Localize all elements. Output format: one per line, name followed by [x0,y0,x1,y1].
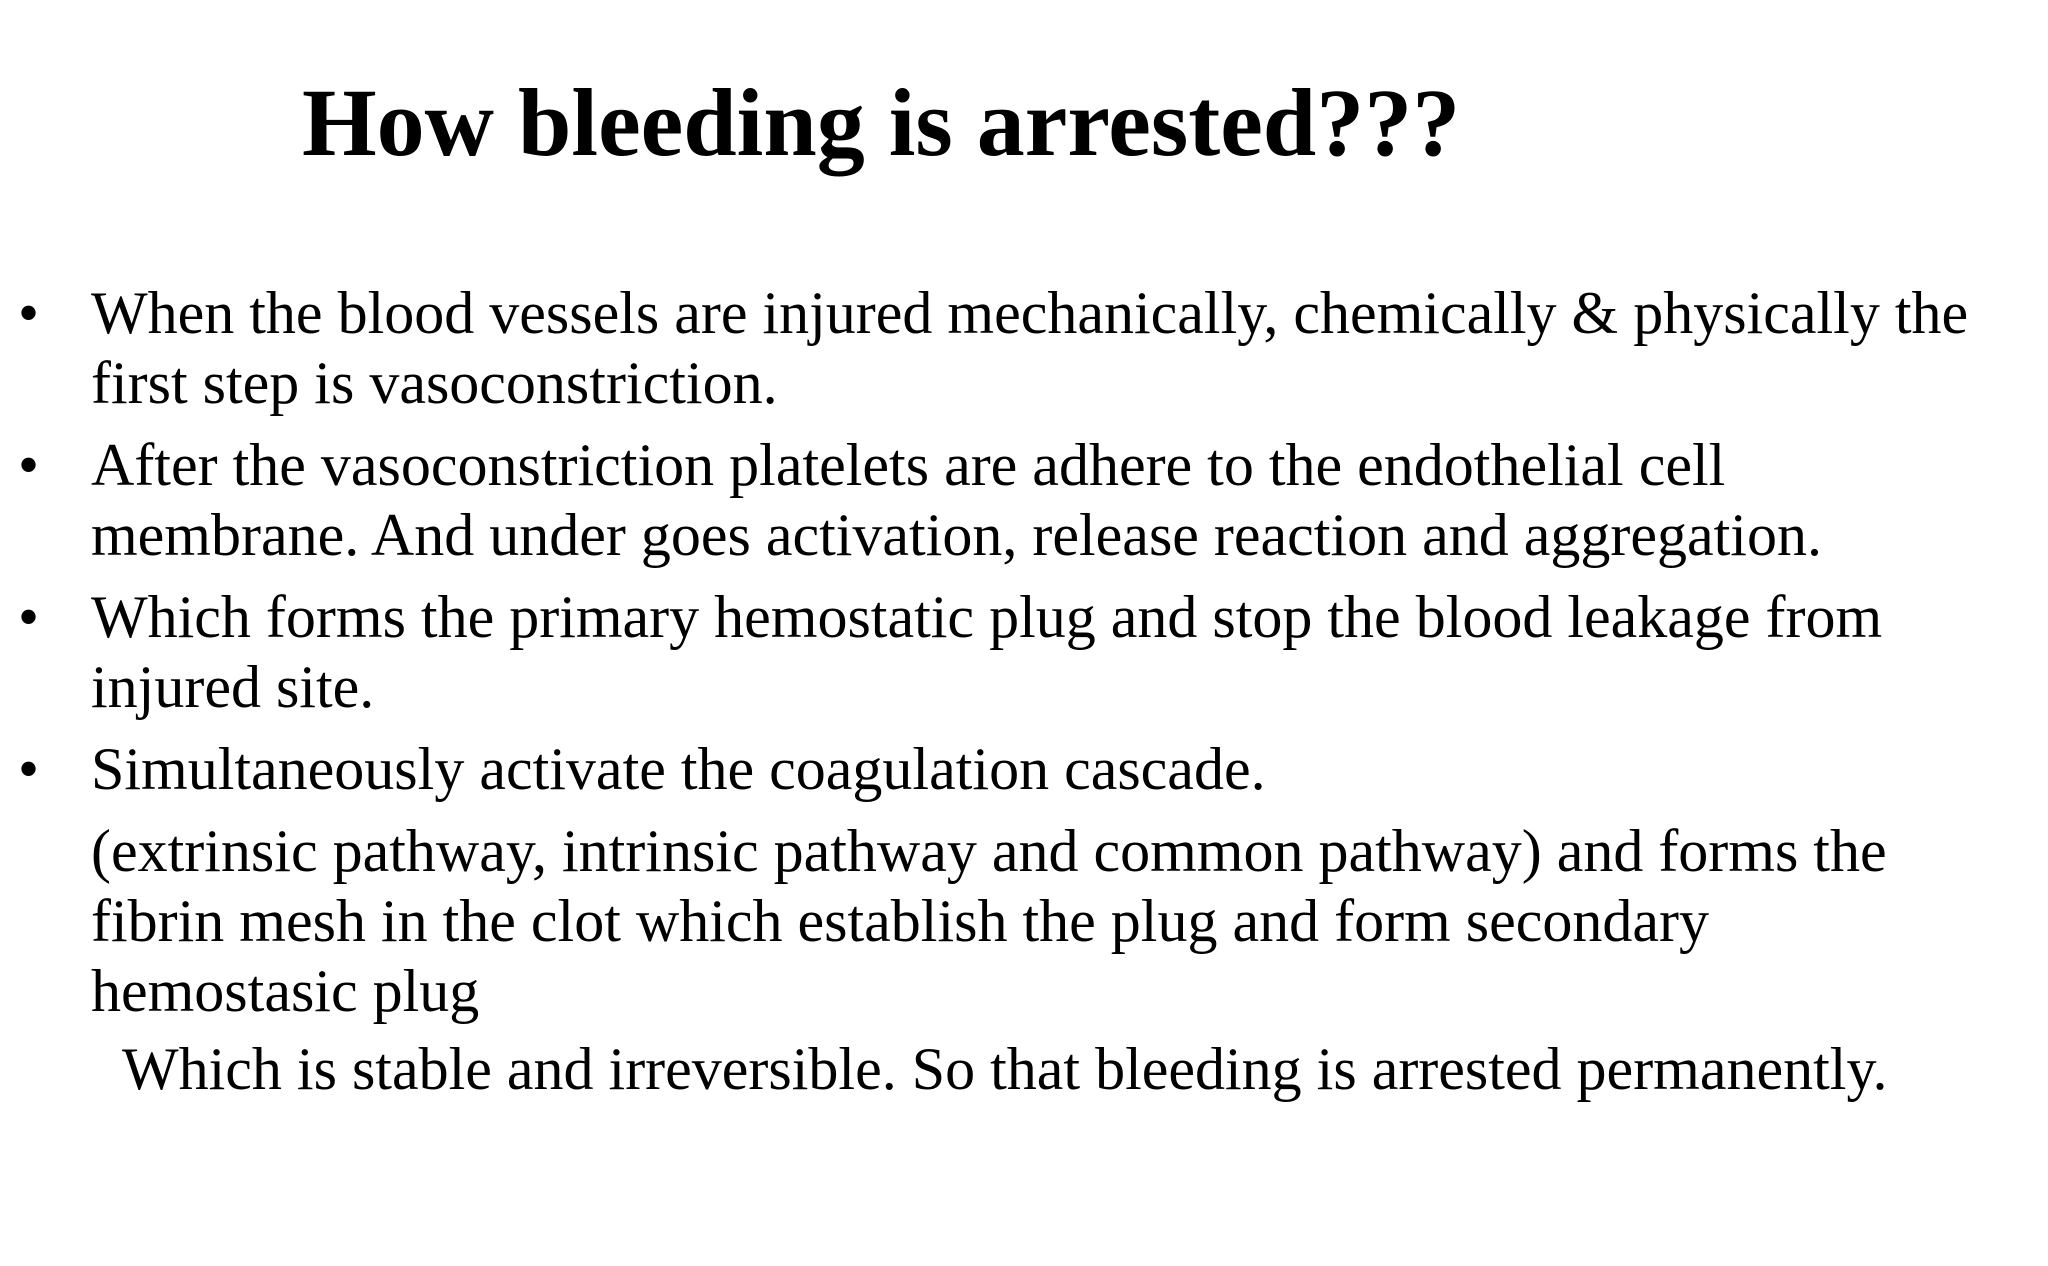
bullet-text-line: Which forms the primary hemostatic plug and stop the blood leakage from [91,584,1883,650]
bullet-item-platelets [0,430,2040,570]
bullet-text-line: Simultaneously activate the coagulation cascade. [91,736,1266,802]
paragraph-line: fibrin mesh in the clot which establish the plug and form secondary [91,888,1709,954]
bullet-text-line: first step is vasoconstriction. [91,350,778,416]
bullet-icon: • [18,280,40,346]
bullet-text-line: injured site. [91,654,375,720]
bullet-icon: • [18,584,40,650]
bullet-item-vasoconstriction [0,278,2040,418]
bullet-icon: • [18,736,40,802]
bullet-text-line: After the vasoconstriction platelets are adhere to the endothelial cell [91,432,1726,498]
bullet-item-primary-plug [0,582,2040,722]
bullet-icon: • [18,432,40,498]
paragraph-line: hemostasic plug [91,958,480,1024]
closing-statement: Which is stable and irreversible. So that bleeding is arrested permanently. [122,1036,1888,1102]
bullet-item-coagulation [0,734,2040,804]
bullet-text-line: membrane. And under goes activation, release reaction and aggregation. [91,502,1822,568]
paragraph-line: (extrinsic pathway, intrinsic pathway and common pathway) and forms the [91,818,1887,884]
continuation-paragraph [0,816,2040,1026]
slide-title: How bleeding is arrested??? [302,69,1461,176]
bullet-text-line: When the blood vessels are injured mechanically, chemically & physically the [91,280,1969,346]
slide-body [0,278,2040,1104]
